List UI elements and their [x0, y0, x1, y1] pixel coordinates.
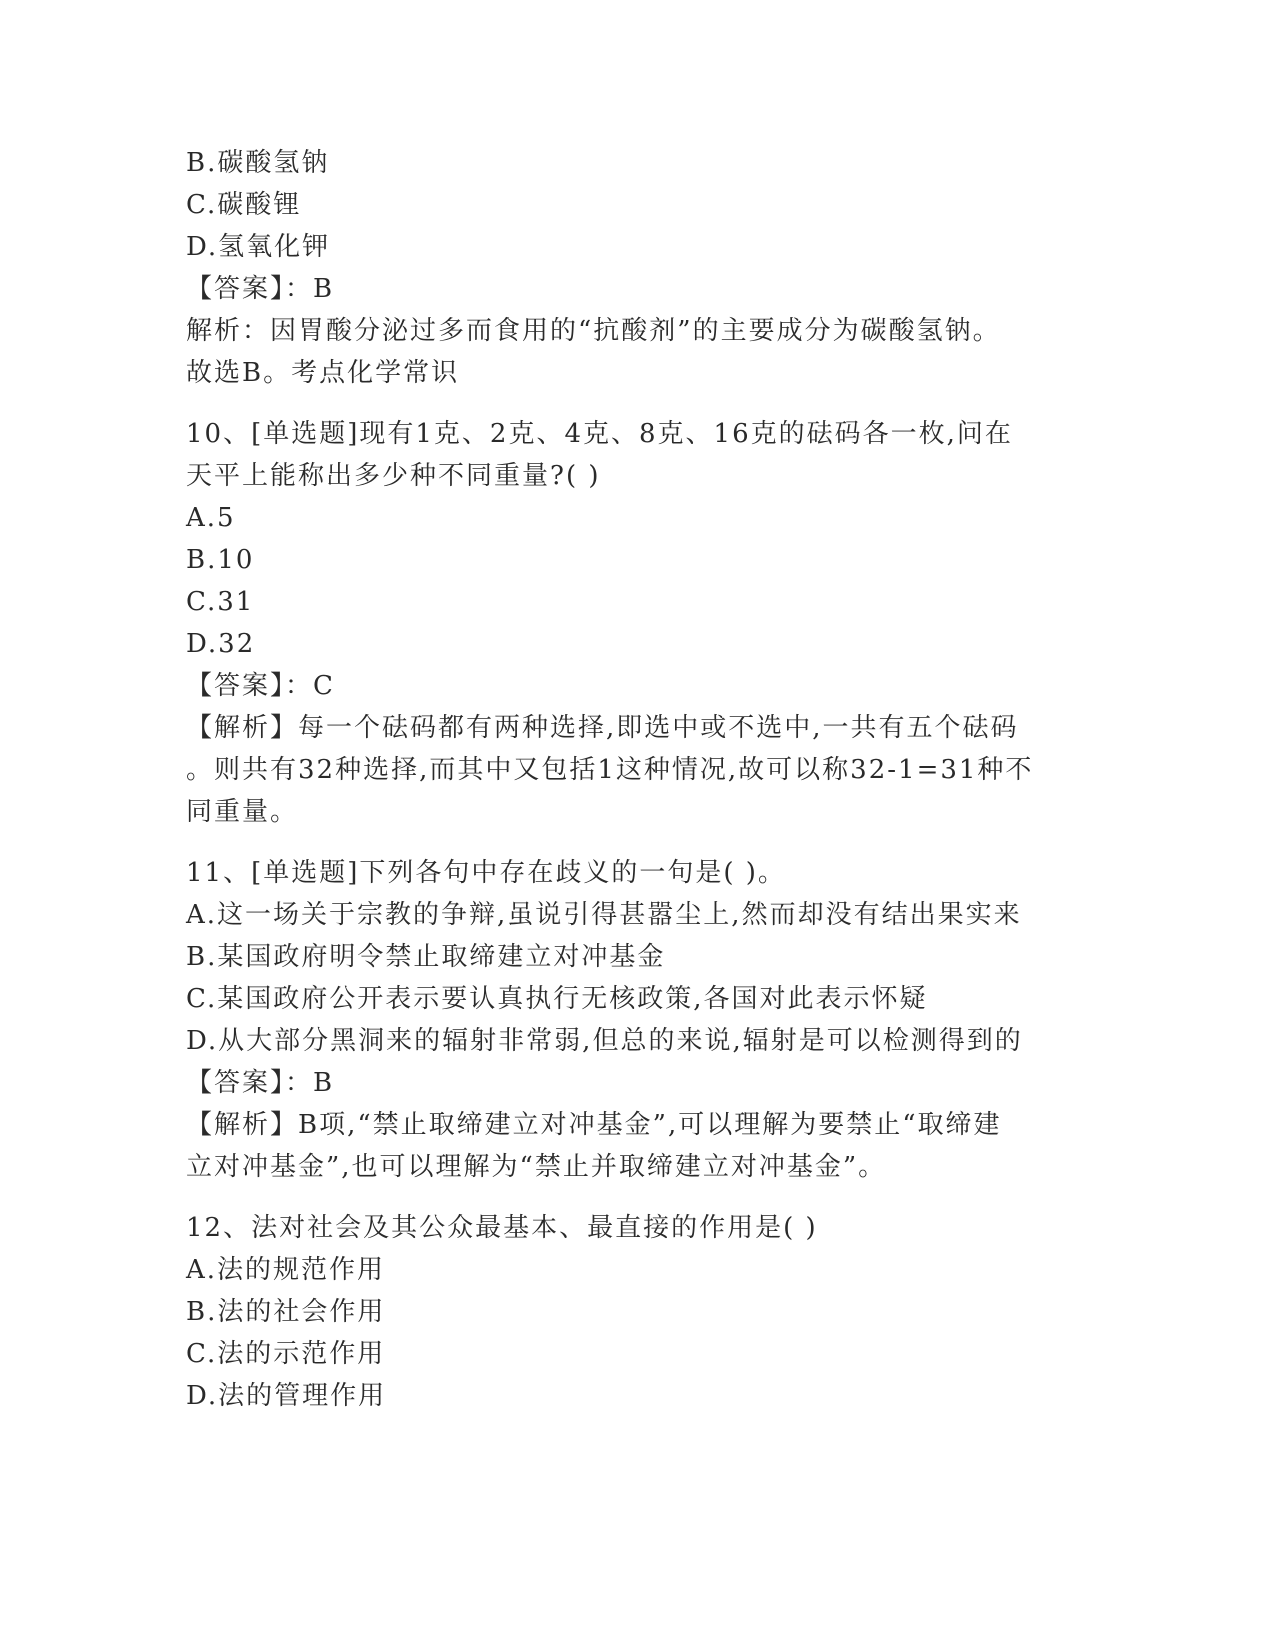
- q11-analysis-line-2: 立对冲基金”,也可以理解为“禁止并取缔建立对冲基金”。: [186, 1152, 887, 1182]
- q11-option-a: A.这一场关于宗教的争辩,虽说引得甚嚣尘上,然而却没有结出果实来: [186, 900, 1022, 930]
- q10-option-d: D.32: [186, 629, 256, 659]
- q11-stem: 11、[单选题]下列各句中存在歧义的一句是( )。: [186, 858, 786, 888]
- q12-option-b: B.法的社会作用: [186, 1297, 386, 1327]
- q9-answer: 【答案】：B: [186, 274, 335, 304]
- q10-analysis-line-1: 【解析】每一个砝码都有两种选择,即选中或不选中,一共有五个砝码: [186, 713, 1019, 743]
- q12-stem: 12、法对社会及其公众最基本、最直接的作用是( ): [186, 1213, 818, 1243]
- q10-analysis-line-3: 同重量。: [186, 797, 299, 827]
- q12-option-a: A.法的规范作用: [186, 1255, 386, 1285]
- q9-analysis-line-1: 解析：因胃酸分泌过多而食用的“抗酸剂”的主要成分为碳酸氢钠。: [186, 316, 1001, 346]
- question-11-block: [186, 852, 1086, 1188]
- q11-analysis-line-1: 【解析】B项,“禁止取缔建立对冲基金”,可以理解为要禁止“取缔建: [186, 1110, 1002, 1140]
- q9-analysis-line-2: 故选B。考点化学常识: [186, 358, 460, 388]
- spacer: [186, 394, 1086, 413]
- q10-stem-line-2: 天平上能称出多少种不同重量?( ): [186, 461, 601, 491]
- page-content: [186, 142, 1086, 1417]
- spacer: [186, 833, 1086, 852]
- question-9-block: [186, 142, 1086, 394]
- q11-option-b: B.某国政府明令禁止取缔建立对冲基金: [186, 942, 666, 972]
- q11-option-d: D.从大部分黑洞来的辐射非常弱,但总的来说,辐射是可以检测得到的: [186, 1026, 1023, 1056]
- spacer: [186, 1188, 1086, 1207]
- q10-stem-line-1: 10、[单选题]现有1克、2克、4克、8克、16克的砝码各一枚,问在: [186, 419, 1013, 449]
- q12-option-c: C.法的示范作用: [186, 1339, 386, 1369]
- q9-option-b: B.碳酸氢钠: [186, 148, 330, 178]
- question-12-block: [186, 1207, 1086, 1417]
- question-10-block: [186, 413, 1086, 833]
- q10-analysis-line-2: 。则共有32种选择,而其中又包括1这种情况,故可以称32-1=31种不: [186, 755, 1034, 785]
- q10-answer: 【答案】：C: [186, 671, 335, 701]
- q10-option-a: A.5: [186, 503, 236, 533]
- q12-option-d: D.法的管理作用: [186, 1381, 387, 1411]
- q9-option-c: C.碳酸锂: [186, 190, 302, 220]
- q9-option-d: D.氢氧化钾: [186, 232, 331, 262]
- q11-option-c: C.某国政府公开表示要认真执行无核政策,各国对此表示怀疑: [186, 984, 928, 1014]
- q10-option-c: C.31: [186, 587, 255, 617]
- q11-answer: 【答案】：B: [186, 1068, 335, 1098]
- q10-option-b: B.10: [186, 545, 255, 575]
